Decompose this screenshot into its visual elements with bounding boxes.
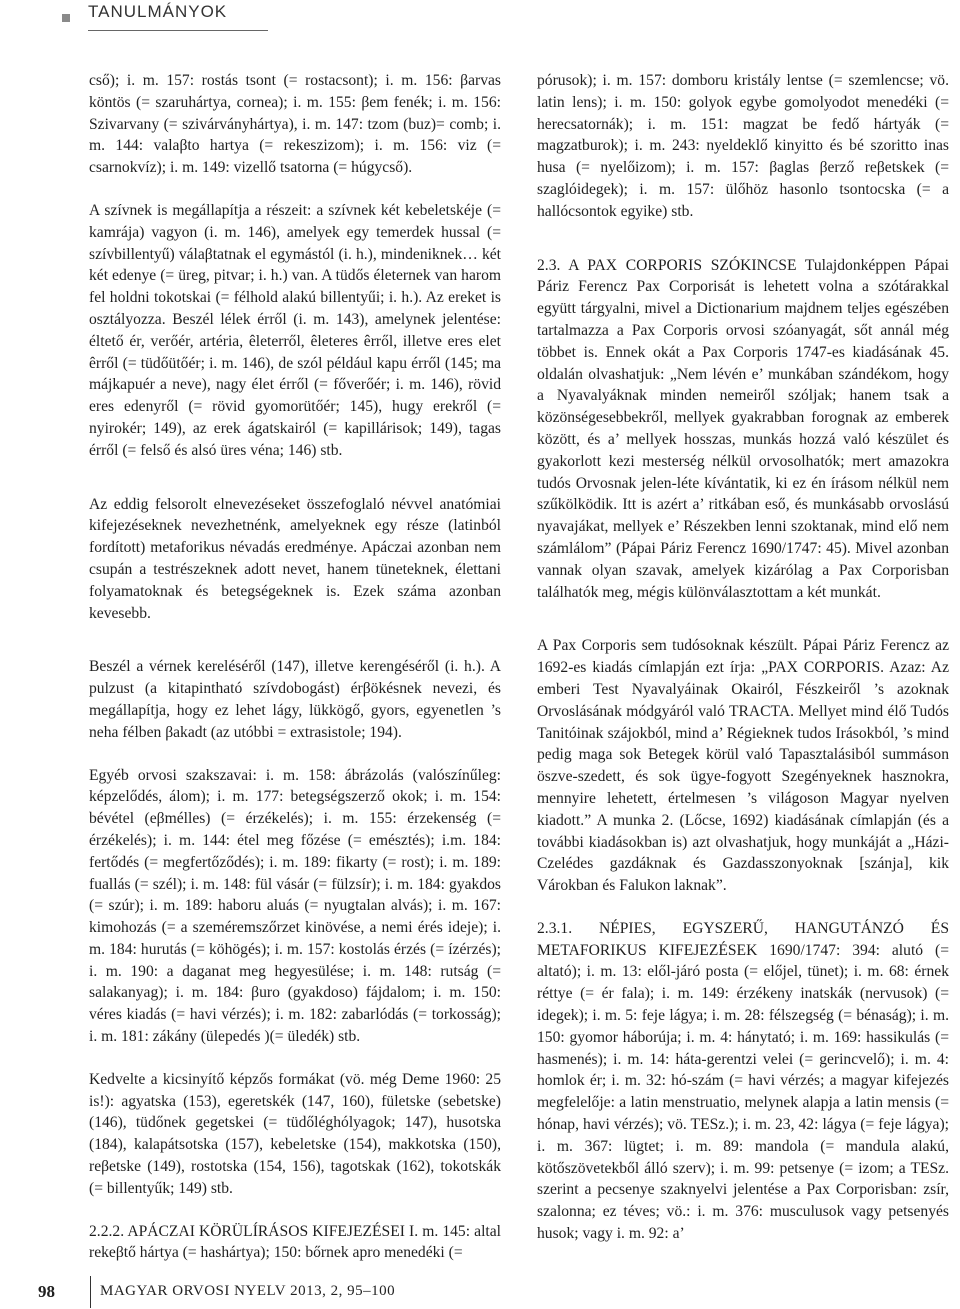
paragraph: Egyéb orvosi szakszavai: i. m. 158: ábrázolás (valószínűleg: képzelődés, álom); i. m. 177: betegségszerző okok; i. m. 154: bévétel (eβmélles) (= érzékelés); i. m. 155: érzekenség (= érzékelés); i. m. 144: étel meg főzése (= emésztés); i.m. 184: fertődés (= megfertőződés); i. m. 189: fikarty (= rost); i. m. 189: fuallás (= szél); i. m. 148: fül vásár (= fülzsír); i. m. 184: gyakdos (= szúr); i. m. 189: haboru aluás (= nyugtalan alvás); i. m. 167: kimohozás (= a szeméremszőrzet kinövése, a nemi érés ideje); i. m. 184: hurutás (= köhögés); i. m. 157: kostolás érzés (= ízérzés); i. m. 190: a daganat meg hegyesülése; i. m. 148: rutság (= salakanyag); i. m. 184: βuro (gyakdoso) fájdalom; i. m. 150: véres kiadás (= havi vérzés); i. m. 182: zabarlódás (= torkosság); i. m. 181: zákány (ülepedés )(= üledék) stb. bbox=[89, 766, 501, 1046]
footer-divider bbox=[90, 1276, 91, 1308]
paragraph: pórusok); i. m. 157: domboru kristály lentse (= szemlencse; vö. latin lens); i. m. 150: golyok egybe gomolyodot menedéki (= herecsatornák); i. m. 151: magzat be fedő hártyák (= magzatburok); i. m. 243: nyeldeklő kinyitto és bé szoritto inas husa (= nyelőizom); i. m. 157: βaglas βerző reβetskek (= szaglóidegek); i. m. 157: ülőhöz hasonlo tsontocska (= a hallócsontok egyike) stb. bbox=[537, 72, 949, 220]
paragraph: Az eddig felsorolt elnevezéseket összefoglaló névvel anatómiai kifejezéseknek nevezhetnénk, amelyeknek egy része (latinból fordított) metaforikus névadás eredménye. Apáczai azonban nem csupán a testrészeknek adott nevet, hanem tüneteknek, élettani folyamatoknak és betegségeknek is. Ezek száma azonban kevesebb. bbox=[89, 495, 501, 622]
page-number: 98 bbox=[38, 1282, 55, 1301]
paragraph: A Pax Corporis sem tudósoknak készült. Pápai Páriz Ferencz az 1692-es kiadás címlapján ezt írja: „PAX CORPORIS. Azaz: Az emberi Test Nyavalyáinak Okairól, Fészkeiről ’s azoknak Orvoslásának módgyáról való TRACTA. Mellyet mind élő Tudós Tanitóinak szájokból, mind a’ Régieknek tudos Irásokból, ’s mind pedig maga sok Betegek körül való Tapasztalásiból summáson öszve-szedett, és sok ügye-fogyott Szegényeknek hasznokra, mennyire lehetett, értelmesen ’s világoson Magyar nyelven kiadott.” A munka 2. (Lőcse, 1692) kiadásának címlapján (és a további kiadásokban is) azt olvashatjuk, hogy munkáját a „Házi-Czelédes gazdáknak és Gazdasszonyoknak [szánja], kik Várokban és Falukon laknak”. bbox=[537, 637, 949, 895]
section-paragraph: 2.2.2. APÁCZAI KÖRÜLÍRÁSOS KIFEJEZÉSEI I. m. 145: altal rekeβtő hártya (= hashártya); 150: bőrnek apro menedéki (= bbox=[89, 1222, 501, 1262]
section-paragraph: 2.3. A PAX CORPORIS SZÓKINCSE Tulajdonképpen Pápai Páriz Ferencz Pax Corporisát is lehetett volna a szótárakkal együtt tárgyalni, mivel a Dictionarium majdnem teljes egészében tartalmazza a Pax Corporis orvosi szóanyagát, sőt annál még többet is. Ennek okát a Pax Corporis 1747-es kiadásának 45. oldalán olvashatjuk: „Nem lévén e’ munkában szándékom, hogy a Nyavalyáknak minden nemeiről szóljak; hanem tsak a közönségesebbekről, mellyek gyakrabban forognak az emberek között, és a’ mellyek hosszas, munkás hozzá való készület és gyakorlott kezi mesterség nélkül orvosolhatók; mert amazokra tudós Orvosnak jelen-léte kívántatik, ki ez én írásom nélkül nem szűkölködik. Itt is azért a’ ritkában eső, és munkásabb orvoslású nyavajákat, mellyek e’ Részekben lenni szoktanak, mind elő nem számlálom” (Pápai Páriz Ferencz 1690/1747: 45). Mivel azonban vannak olyan szavak, amelyek kizárólag a Pax Corporisban találhatók meg, mégis különválasztottam a két munkát. bbox=[537, 256, 949, 601]
header-rule bbox=[88, 30, 268, 31]
running-header bbox=[0, 0, 960, 36]
section-title: TANULMÁNYOK bbox=[88, 2, 228, 21]
section-paragraph: 2.3.1. NÉPIES, EGYSZERŰ, HANGUTÁNZÓ ÉS METAFORIKUS KIFEJEZÉSEK 1690/1747: 394: alutó (= altató); i. m. 13: elől-járó posta (= előjel, tünet); i. m. 68: érnek réttye (= ér fala); i. m. 149: érzékeny inatskák (nervusok) (= idegek); i. m. 5: feje lágya; i. m. 28: félszegség (= bénaság); i. m. 150: gyomor háborúja; i. m. 4: hánytató; i. m. 169: hassikulás (= hasmenés); i. m. 14: háta-gerentzi velei (= gerincvelő); i. m. 4: homlok ér; i. m. 32: hó-szám (= havi vérzés; a magyar kifejezés megfelelője: a latin menstruatio, melynek alapja a latin mensis (= hónap, havi vérzés); vö. TESz.); i. m. 23, 42: lágya (= feje lágya); i. m. 367: lügtet; i. m. 89: mandola (= mandula alakú, kötőszövetekből álló szerv); i. m. 99: petsenye (= izom; a TESz. szerint a pecsenye szaknyelvi jelentése a Pax Corporisban: zsír, szalonna; ez téves; vö.: i. m. 376: musculusok vagy petsenyés husok; vagy i. m. 92: a’ bbox=[537, 919, 949, 1243]
paragraph: Beszél a vérnek kereléséről (147), illetve kerengéséről (i. h.). A pulzust (a kitapintható szívdobogást) érβökésnek nevezi, és megállapítja, hogy ez lehet lágy, lükkögő, gyors, egyenetlen ’s neha félben βakadt (az utóbbi = extrasistole; 194). bbox=[89, 658, 501, 741]
left-column bbox=[89, 70, 501, 1285]
paragraph: A szívnek is megállapítja a részeit: a szívnek két kebeletskéje (= kamrája) vagyon (i. m. 146), amelyek egy temerdek hussal (= szívbillentyű) válaβtatnak el egymástól (i. h.), mindeniknek… két két edenye (= üreg, pitvar; i. h.) van. A tüdős életernek van harom fel holdni tokotskai (= félhold alakú billentyűi; i. h.). Az ereket is osztályozza. Beszél lélek érről (i. m. 143), amelynek jelentése: éltető ér, verőér, artéria, êleterről, êleteres êrről, illetve eres elet êrről (= tüdőütőér; i. m. 146), de szól például kapu érről (145; ma májkapuér a neve), nagy élet érről (= főverőér; i. m. 146), rövid eres edenyről (= rövid gyomorütőér; 145), hugy erekről (= nyirokér; 149), az erek ágatskairól (= kapillárisok; 149), tagas érről (= felső és alsó üres véna; 146) stb. bbox=[89, 201, 501, 459]
page-footer bbox=[0, 1270, 960, 1309]
header-marker-icon bbox=[62, 14, 70, 22]
paragraph: cső); i. m. 157: rostás tsont (= rostacsont); i. m. 156: βarvas köntös (= szaruhártya, cornea); i. m. 155: βem fenék; i. m. 156: Szivarvany (= szivárványhártya), i. m. 147: tzom (buz)= comb; i. m. 144: valaβto hartya (= rekeszizom); i. m. 156: viz (= csarnokvíz); i. m. 149: vizellő tsatorna (= húgycső). bbox=[89, 72, 501, 177]
journal-citation: MAGYAR ORVOSI NYELV 2013, 2, 95–100 bbox=[100, 1283, 396, 1299]
paragraph: Kedvelte a kicsinyítő képzős formákat (vö. még Deme 1960: 25 is!): agyatska (153), egeretskék (147, 160), fületske (sebetske) (146), tüdőnek gegetskei (= tüdőléghólyagok; 147), husotska (184), kalapátsotska (157), kebeletske (154), makkotska (150), reβetske (149), rostotska (154, 156), tagotskak (162), tokotskák (= billentyűk; 149) stb. bbox=[89, 1070, 501, 1197]
right-column bbox=[537, 70, 949, 1266]
